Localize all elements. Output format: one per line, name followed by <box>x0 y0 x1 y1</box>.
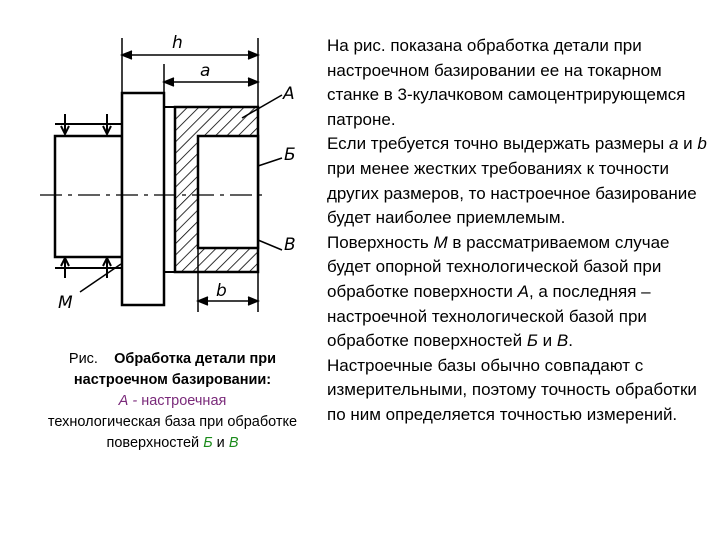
paragraph-4: Настроечные базы обычно совпадают с измерительными, поэтому точность обработки по ним определяется точностью измерений. <box>327 355 697 424</box>
label-V: В <box>284 235 296 255</box>
p2-and: и <box>683 134 693 154</box>
caption-a-text: настроечная <box>141 393 227 409</box>
p2-end: при менее жестких требованиях к точности других размеров, то настроечное базирование будет наиболее приемлемым. <box>327 158 697 228</box>
p2-var-b: b <box>697 134 707 154</box>
p3-start: Поверхность <box>327 232 429 252</box>
paragraph-2 <box>327 132 712 230</box>
caption-and: и <box>216 435 225 451</box>
caption-fig: Рис. <box>68 351 98 367</box>
chuck-jaw-bottom <box>55 258 122 278</box>
p3-mid2: , а последняя – настроечной технологической базой при обработке поверхностей <box>327 281 651 351</box>
label-A: А <box>283 84 295 104</box>
chuck-held-shaft <box>55 136 122 257</box>
caption-title: Обработка детали при настроечном базировании: <box>73 351 277 388</box>
p2-start: Если требуется точно выдержать размеры <box>327 134 665 154</box>
caption-a-letter: А - <box>118 393 138 409</box>
p3-mid: в рассматриваемом случае будет опорной технологической базой при обработке поверхности <box>327 232 670 301</box>
figure-caption <box>30 349 315 454</box>
p3-end: . <box>568 331 573 351</box>
chuck-jaw-top <box>55 114 122 134</box>
explanation-text <box>327 34 712 428</box>
paragraph-1: На рис. показана обработка детали при настроечном базировании ее на токарном станке в 3-кулачковом самоцентрирующемся патроне. <box>327 36 686 129</box>
caption-v-letter: В <box>228 435 239 451</box>
flange-collar <box>122 93 164 305</box>
label-h: h <box>172 33 183 53</box>
inner-bore <box>198 136 258 248</box>
p3-and: и <box>542 331 553 351</box>
p3-V: В <box>556 331 569 351</box>
dimension-a <box>164 64 258 92</box>
label-M: М <box>58 293 73 313</box>
label-a: a <box>200 61 211 81</box>
caption-b-letter: Б <box>203 435 213 451</box>
p3-m: М <box>433 232 448 252</box>
caption-line2: технологическая база при обработке поверхностей <box>47 414 298 451</box>
p3-B: Б <box>526 331 538 351</box>
p3-A: А <box>517 281 529 301</box>
paragraph-3 <box>327 231 712 354</box>
label-b: b <box>216 281 227 301</box>
label-B-cyr: Б <box>284 145 296 165</box>
initial-contour <box>164 107 175 272</box>
p2-var-a: а <box>668 134 679 154</box>
part-machining-diagram <box>0 0 320 345</box>
